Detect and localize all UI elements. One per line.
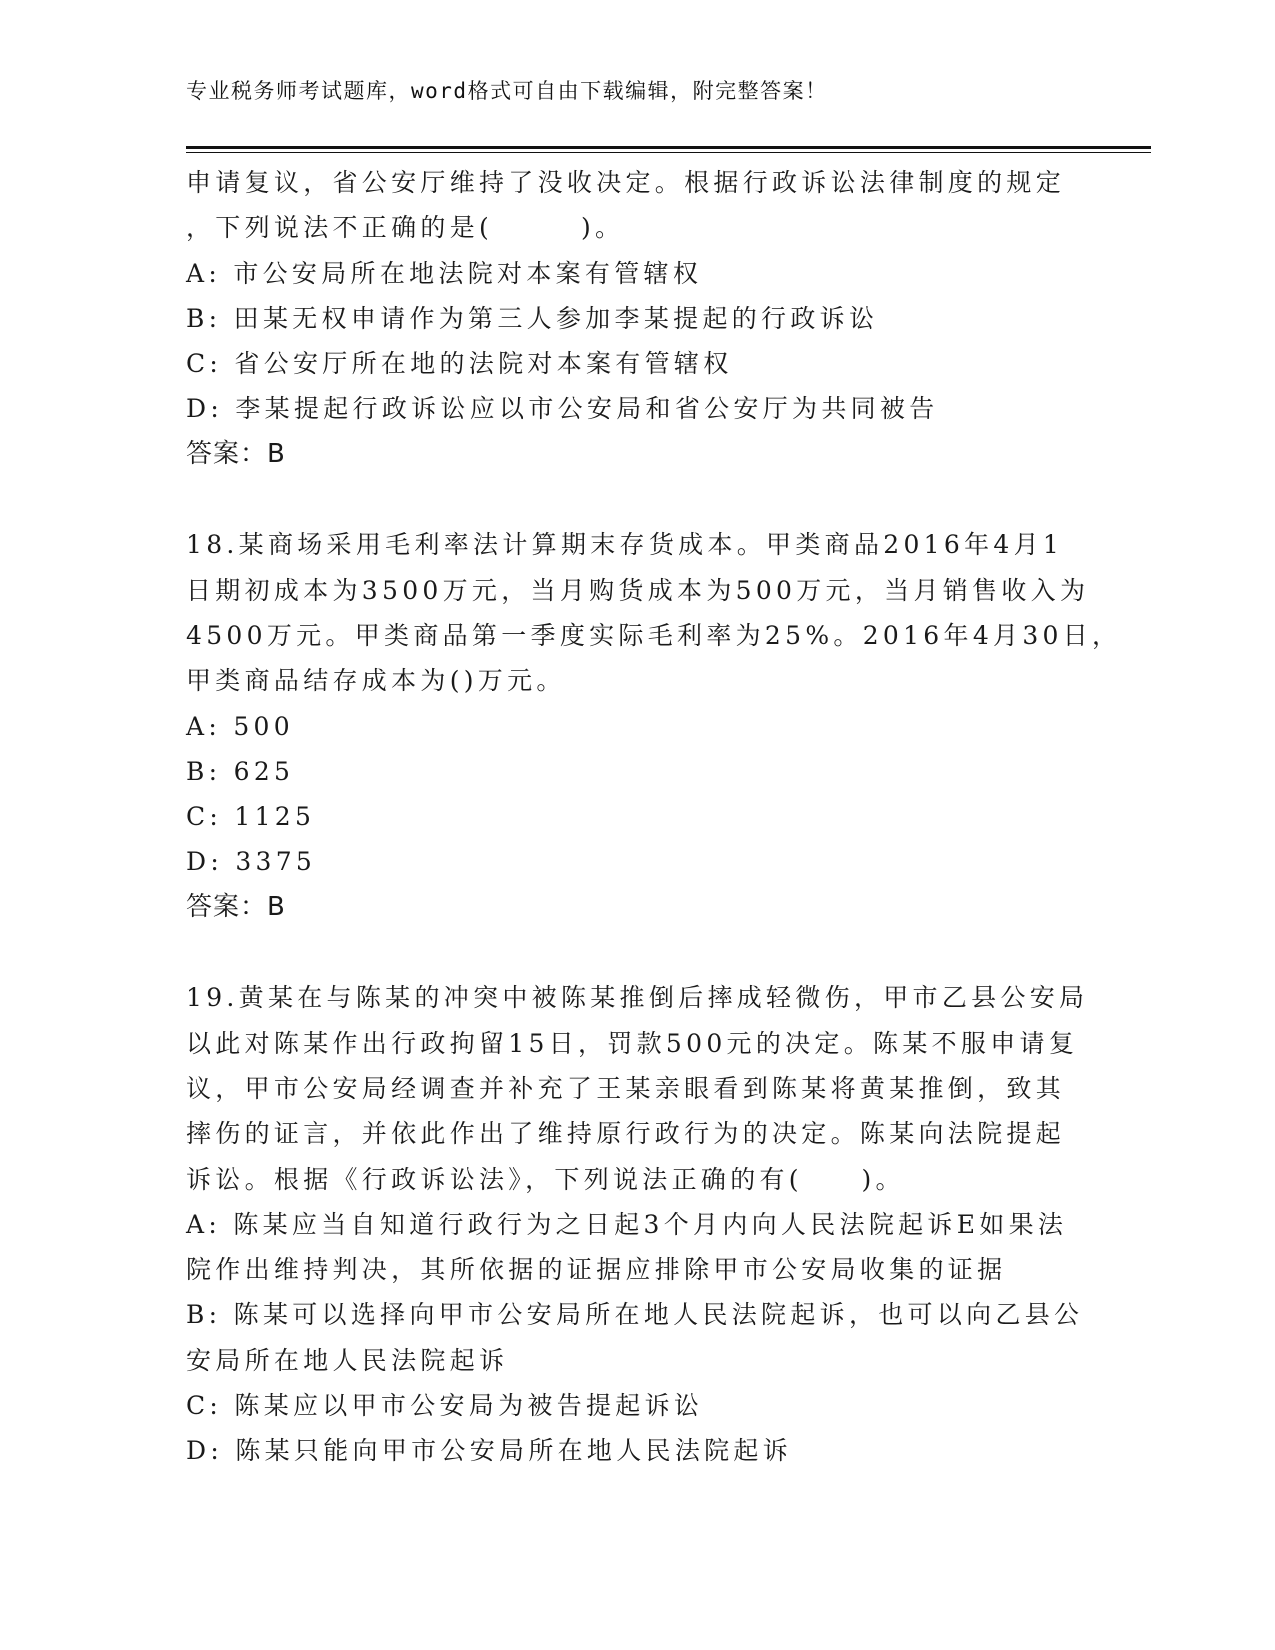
question-stem-line: 18.某商场采用毛利率法计算期末存货成本。甲类商品2016年4月1 xyxy=(186,530,1064,560)
page-header: 专业税务师考试题库，word格式可自由下载编辑，附完整答案！ xyxy=(186,79,828,103)
document-body xyxy=(186,160,1122,1474)
header-rule-thick xyxy=(186,146,1151,149)
question-stem-line: 申请复议，省公安厅维持了没收决定。根据行政诉讼法律制度的规定 xyxy=(186,168,1066,197)
answer-label: 答案：B xyxy=(186,891,286,922)
spacer xyxy=(186,477,1086,522)
question-stem-line: 以此对陈某作出行政拘留15日，罚款500元的决定。陈某不服申请复 xyxy=(186,1028,1079,1058)
question-stem-line: 4500万元。甲类商品第一季度实际毛利率为25%。2016年4月30日， xyxy=(186,620,1122,650)
option-b: B: 625 xyxy=(186,756,295,786)
question-stem-line: 诉讼。根据《行政诉讼法》，下列说法正确的有( )。 xyxy=(186,1164,905,1194)
option-d: D: 3375 xyxy=(186,847,317,877)
question-stem-line: 议，甲市公安局经调查并补充了王某亲眼看到陈某将黄某推倒，致其 xyxy=(186,1073,1066,1103)
option-b-continued: 安局所在地人民法院起诉 xyxy=(186,1345,509,1375)
option-a-continued: 院作出维持判决，其所依据的证据应排除甲市公安局收集的证据 xyxy=(186,1255,1007,1285)
question-stem-line: 日期初成本为3500万元，当月购货成本为500万元，当月销售收入为 xyxy=(186,575,1090,605)
option-a: A: 500 xyxy=(186,711,294,741)
answer-label: 答案：B xyxy=(186,438,286,469)
spacer xyxy=(186,930,1086,975)
option-c: C: 陈某应以甲市公安局为被告提起诉讼 xyxy=(186,1391,704,1421)
option-c: C: 1125 xyxy=(186,802,316,832)
option-b: B: 陈某可以选择向甲市公安局所在地人民法院起诉，也可以向乙县公 xyxy=(186,1300,1084,1330)
option-d: D: 李某提起行政诉讼应以市公安局和省公安厅为共同被告 xyxy=(186,394,939,424)
question-stem-line: 甲类商品结存成本为()万元。 xyxy=(186,666,566,696)
option-a: A: 陈某应当自知道行政行为之日起3个月内向人民法院起诉E如果法 xyxy=(186,1209,1068,1239)
question-stem-line: 19.黄某在与陈某的冲突中被陈某推倒后摔成轻微伤，甲市乙县公安局 xyxy=(186,983,1089,1013)
question-stem-line: ，下列说法不正确的是( )。 xyxy=(186,213,625,243)
option-c: C: 省公安厅所在地的法院对本案有管辖权 xyxy=(186,349,733,379)
question-17 xyxy=(186,160,1086,477)
option-a: A: 市公安局所在地法院对本案有管辖权 xyxy=(186,258,703,288)
option-b: B: 田某无权申请作为第三人参加李某提起的行政诉讼 xyxy=(186,303,879,333)
question-stem-line: 摔伤的证言，并依此作出了维持原行政行为的决定。陈某向法院提起 xyxy=(186,1119,1066,1149)
question-19 xyxy=(186,975,1089,1473)
question-18 xyxy=(186,522,1122,930)
header-rule-thin xyxy=(186,152,1151,153)
option-d: D: 陈某只能向甲市公安局所在地人民法院起诉 xyxy=(186,1436,793,1466)
